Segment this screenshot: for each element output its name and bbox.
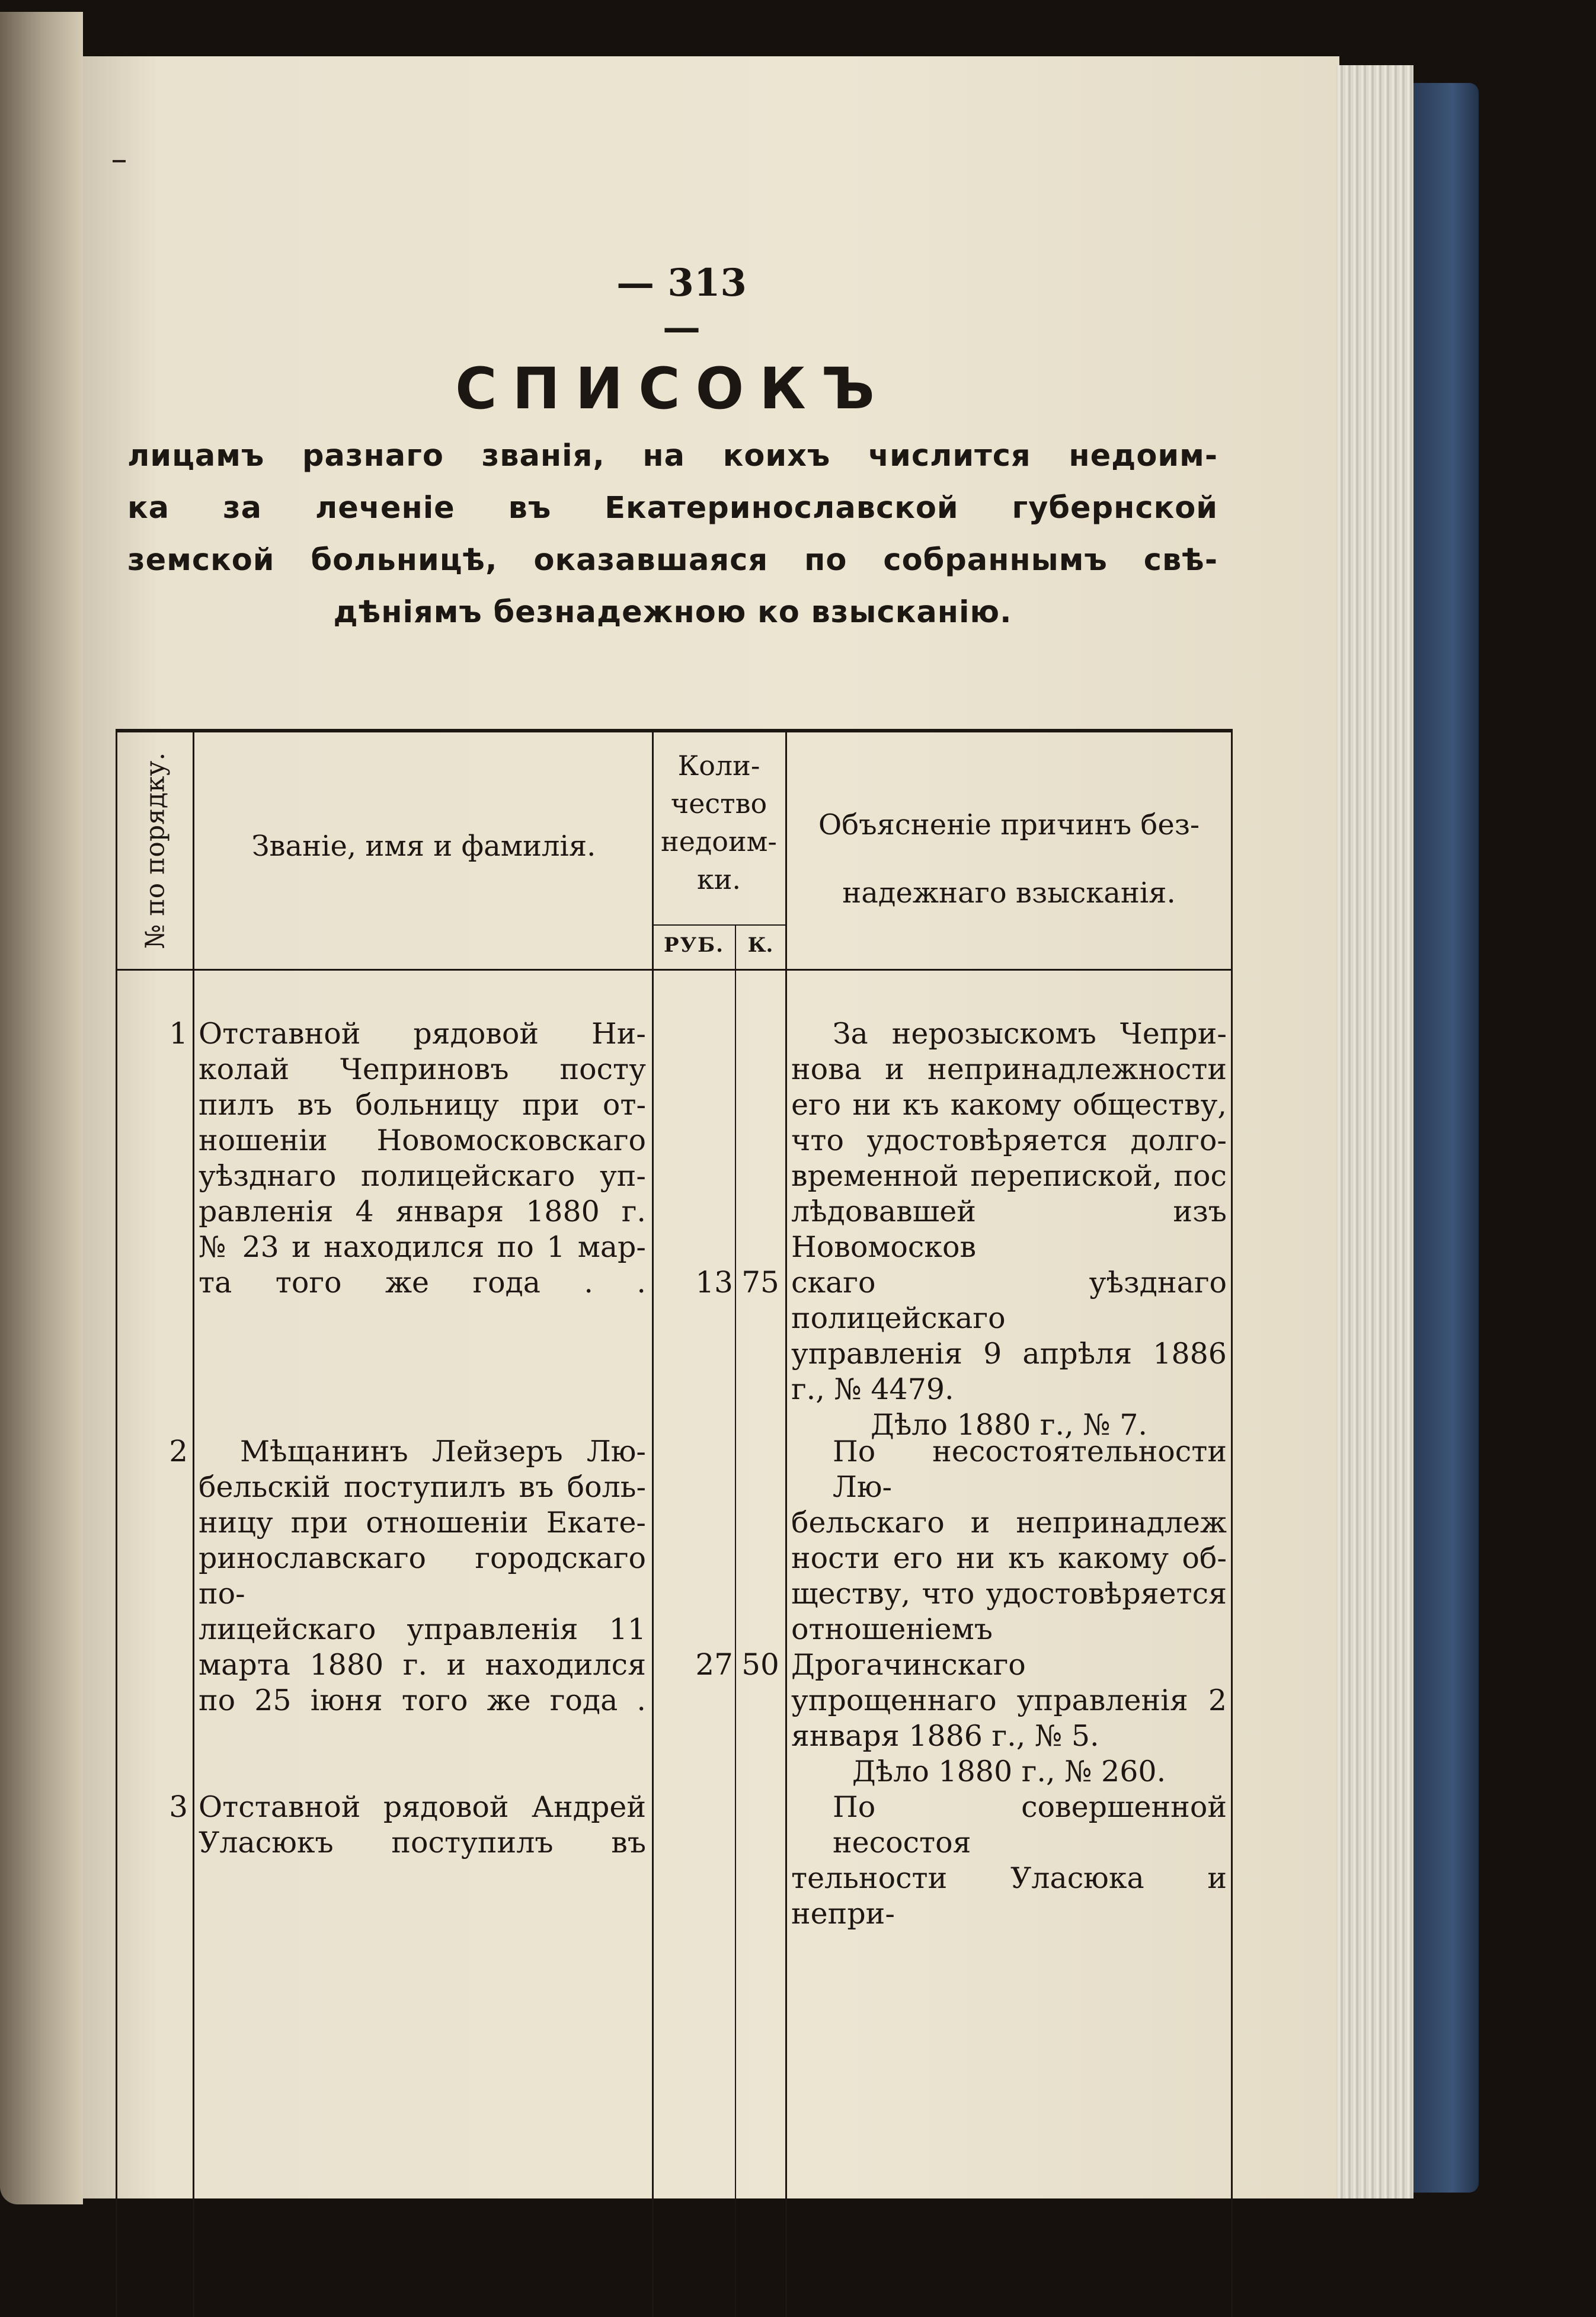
row-number: 3	[169, 1790, 188, 1824]
row-rub: 13	[695, 1265, 733, 1300]
row-reason: За нерозыскомъ Чепри- нова и непринадлежности его ни къ какому обществу, что удостовѣряется долго- временной перепиской, пос лѣдовавшей изъ Новомосков скаго уѣзднаго полицейскаго управленія 9 апрѣля 1886 г., № 4479. Дѣло 1880 г., № 7.	[791, 1017, 1227, 1442]
header-kop: К.	[747, 933, 773, 957]
row-name: Отставной рядовой Ни- колай Чеприновъ посту пилъ въ больницу при от- ношеніи Новомосковскаго уѣзднаго полицейскаго уп- равленія 4 января 1880 г. № 23 и находился по 1 мар- та того же года . .	[199, 1017, 646, 1300]
table-top-rule	[116, 729, 1233, 732]
book-cover-edge	[1413, 83, 1479, 2193]
page-subtitle	[116, 430, 1230, 639]
row-number: 1	[169, 1016, 188, 1051]
header-rub: РУБ.	[663, 933, 725, 957]
header-name: Званіе, имя и фамилія.	[251, 830, 596, 863]
title-block	[116, 356, 1230, 639]
left-page-edge	[0, 12, 83, 2204]
row-rub: 27	[695, 1647, 733, 1682]
column-rule	[116, 729, 117, 2317]
page-stack-edge	[1336, 65, 1413, 2198]
row-name: Мѣщанинъ Лейзеръ Лю- бельскій поступилъ въ боль- ницу при отношеніи Екате- ринославскаго городскаго по- лицейскаго управленія 11 марта 1880 г. и находился по 25 іюня того же года .	[199, 1435, 646, 1717]
header-amount: Коли- чество недоим- ки.	[661, 750, 777, 895]
subtitle-line: лицамъ разнаго званія, на коихъ числится недоим-	[127, 439, 1218, 473]
row-reason: По несостоятельности Лю- бельскаго и непринадлеж ности его ни къ какому об- ществу, что удостовѣряется отношеніемъ Дрогачинскаго упрощеннаго управленія 2 января 1886 г., № 5. Дѣло 1880 г., № 260.	[791, 1435, 1227, 1788]
column-rule	[785, 729, 787, 2317]
page-title: СПИСОКЪ	[455, 356, 890, 422]
header-number: № по порядку.	[140, 752, 171, 949]
row-name: Отставной рядовой Андрей Уласюкъ поступилъ въ	[199, 1790, 646, 1860]
row-reason: По совершенной несостоя тельности Уласюка и непри-	[791, 1790, 1227, 1931]
arrears-table	[116, 729, 1233, 2317]
column-rule	[652, 729, 654, 2317]
table-header-rule	[116, 969, 1233, 971]
header-reason: Объясненіе причинъ без- надежнаго взысканія.	[818, 808, 1200, 910]
subtitle-line: земской больницѣ, оказавшаяся по собраннымъ свѣ-	[127, 543, 1218, 578]
row-kop: 50	[741, 1647, 779, 1682]
margin-mark	[113, 160, 126, 162]
amount-subheader-rule	[652, 924, 785, 926]
column-rule	[1231, 729, 1233, 2317]
row-kop: 75	[741, 1265, 779, 1300]
subtitle-line: ка за леченіе въ Екатеринославской губернской	[127, 491, 1218, 526]
page-number: — 313 —	[616, 261, 747, 350]
subtitle-line: дѣніямъ безнадежною ко взысканію.	[333, 595, 1012, 630]
rub-kop-rule	[735, 924, 736, 2317]
column-rule	[193, 729, 194, 2317]
row-number: 2	[169, 1434, 188, 1468]
